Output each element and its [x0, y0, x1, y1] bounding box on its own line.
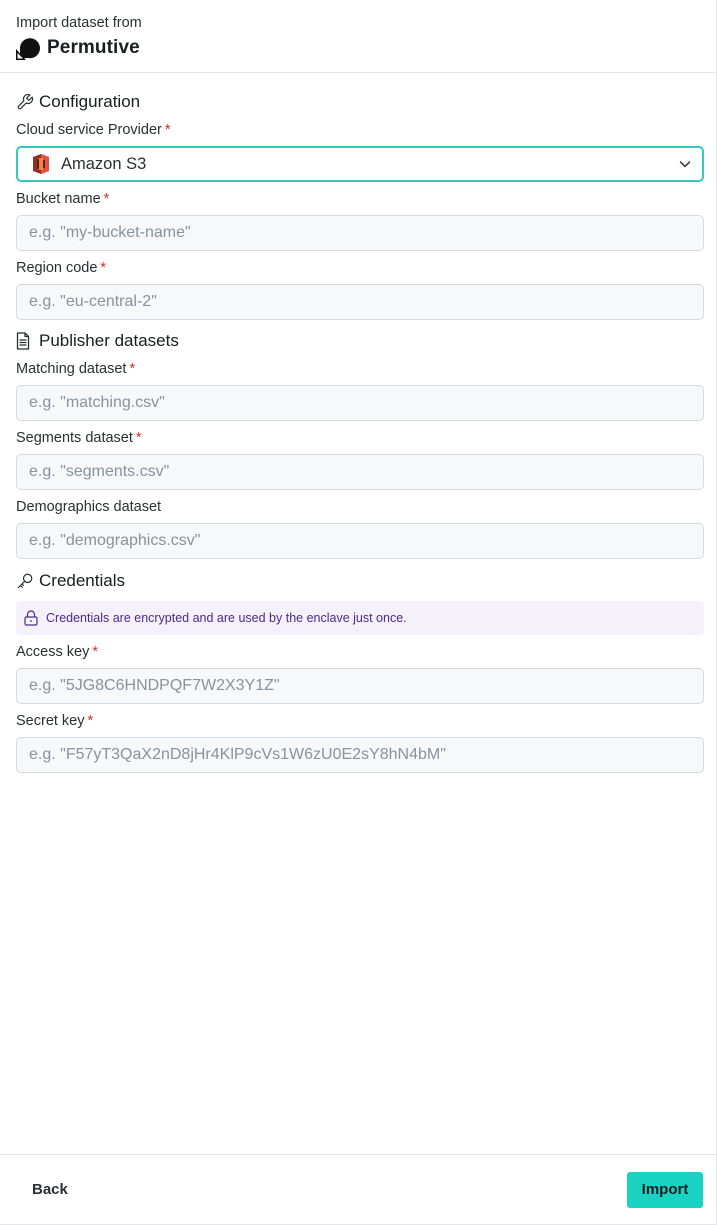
- segments-dataset-input[interactable]: [16, 454, 704, 490]
- matching-dataset-input[interactable]: [16, 385, 704, 421]
- demographics-label-text: Demographics dataset: [16, 499, 162, 515]
- region-label: [16, 259, 703, 277]
- demographics-dataset-input[interactable]: [16, 523, 704, 559]
- required-marker: *: [87, 713, 94, 729]
- bucket-name-input[interactable]: [16, 215, 704, 251]
- access-key-input[interactable]: [16, 668, 704, 704]
- bucket-label: [16, 190, 703, 208]
- credentials-notice: [16, 601, 704, 635]
- demographics-label: [16, 498, 703, 516]
- lock-icon: [24, 610, 38, 626]
- section-configuration: [16, 91, 703, 113]
- required-marker: *: [92, 644, 98, 660]
- required-marker: *: [103, 191, 110, 207]
- back-button[interactable]: Back: [16, 1173, 84, 1206]
- document-icon: [16, 332, 34, 350]
- dialog-body: [0, 91, 716, 773]
- required-marker: *: [129, 361, 136, 377]
- required-marker: *: [135, 430, 142, 446]
- matching-label-text: Matching dataset: [16, 361, 127, 377]
- required-marker: *: [164, 122, 171, 138]
- dialog-footer: [0, 1154, 716, 1224]
- provider-select[interactable]: [16, 146, 704, 182]
- bucket-label-text: Bucket name: [16, 191, 101, 207]
- provider-selected-value: Amazon S3: [61, 154, 147, 173]
- region-label-text: Region code: [16, 260, 98, 276]
- section-configuration-title: Configuration: [39, 92, 141, 111]
- region-code-input[interactable]: [16, 284, 704, 320]
- access-key-label-text: Access key: [16, 644, 90, 660]
- access-key-label: [16, 643, 703, 661]
- required-marker: *: [100, 260, 107, 276]
- secret-key-label: [16, 712, 703, 730]
- section-publisher-title: Publisher datasets: [39, 331, 179, 350]
- amazon-s3-icon: [31, 153, 51, 175]
- section-credentials: [16, 570, 703, 592]
- brand-name: Permutive: [47, 37, 140, 58]
- wrench-icon: [16, 93, 34, 111]
- section-credentials-title: Credentials: [39, 571, 125, 590]
- import-button[interactable]: Import: [627, 1172, 703, 1208]
- dialog-subtitle: Import dataset from: [16, 15, 142, 31]
- permutive-logo-icon: [16, 36, 40, 60]
- provider-label-text: Cloud service Provider: [16, 122, 162, 138]
- provider-label: [16, 121, 703, 139]
- credentials-notice-text: Credentials are encrypted and are used by the enclave just once.: [46, 611, 407, 625]
- matching-label: [16, 360, 703, 378]
- brand: [16, 35, 700, 61]
- secret-key-input[interactable]: [16, 737, 704, 773]
- chevron-down-icon: [678, 157, 692, 171]
- segments-label-text: Segments dataset: [16, 430, 133, 446]
- secret-key-label-text: Secret key: [16, 713, 85, 729]
- dialog-header: [0, 0, 716, 73]
- segments-label: [16, 429, 703, 447]
- section-publisher-datasets: [16, 330, 703, 352]
- key-icon: [16, 572, 34, 590]
